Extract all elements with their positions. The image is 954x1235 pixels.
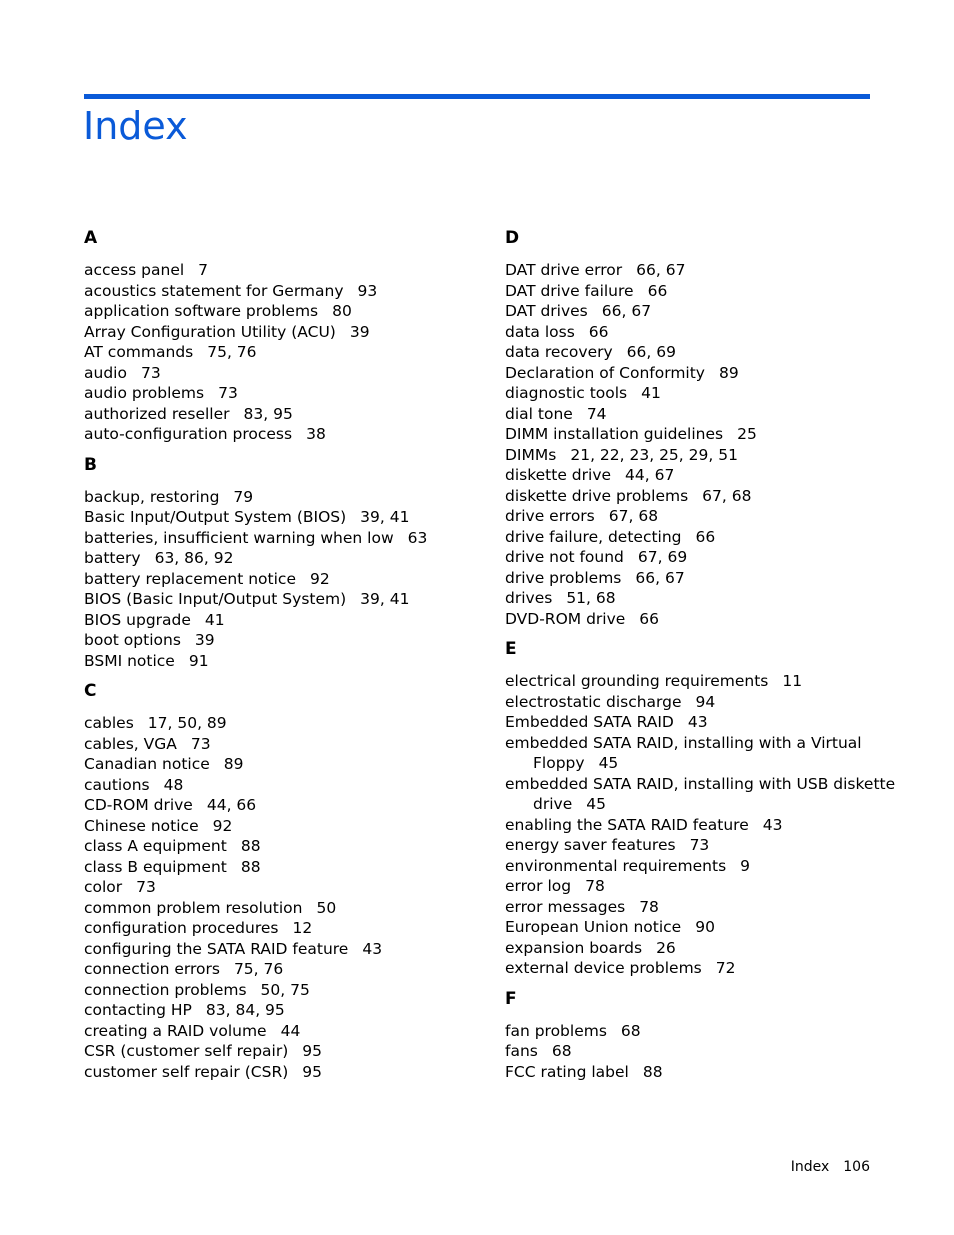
- index-term: audio: [84, 363, 127, 382]
- index-page-refs[interactable]: 80: [332, 302, 352, 320]
- index-entry: [84, 734, 484, 755]
- index-entry: [84, 980, 484, 1001]
- index-entry: [84, 569, 484, 590]
- index-term: environmental requirements: [505, 856, 727, 875]
- index-page-refs[interactable]: 41: [204, 610, 225, 629]
- index-page-refs[interactable]: 95: [302, 1062, 322, 1081]
- index-term: embedded SATA RAID, installing with a Virtual Floppy: [505, 733, 862, 772]
- section-letter: F: [505, 988, 517, 1009]
- index-entry: [84, 918, 484, 939]
- index-term: cautions: [84, 775, 150, 794]
- index-term: electrostatic discharge: [505, 692, 682, 711]
- index-page-refs[interactable]: 43: [762, 815, 783, 834]
- index-section-a: [84, 226, 484, 445]
- index-term: class A equipment: [84, 837, 227, 855]
- footer-page-number: 106: [843, 1159, 870, 1175]
- index-entry: [84, 528, 484, 549]
- index-term: authorized reseller: [84, 404, 230, 423]
- index-section-c: [84, 679, 484, 1082]
- index-term: DAT drives: [505, 302, 588, 320]
- section-letter: C: [84, 681, 97, 701]
- index-term: Array Configuration Utility (ACU): [84, 322, 336, 341]
- index-page-refs[interactable]: 66, 67: [635, 568, 685, 587]
- page-title: Index: [83, 104, 188, 148]
- index-page-refs[interactable]: 73: [190, 734, 211, 753]
- index-term: batteries, insufficient warning when low: [84, 528, 394, 547]
- index-page-refs[interactable]: 43: [362, 939, 383, 958]
- index-page-refs[interactable]: 73: [218, 384, 238, 402]
- index-page-refs[interactable]: 94: [695, 692, 716, 711]
- index-term: diagnostic tools: [505, 384, 628, 402]
- index-page-refs[interactable]: 93: [357, 281, 378, 300]
- index-term: BIOS (Basic Input/Output System): [84, 590, 347, 608]
- index-page-refs[interactable]: 44: [280, 1021, 301, 1040]
- index-entry: [505, 1041, 905, 1062]
- index-entry-list: [505, 260, 905, 629]
- index-page-refs[interactable]: 51, 68: [566, 589, 616, 607]
- index-term: Basic Input/Output System (BIOS): [84, 508, 347, 526]
- index-entry: [84, 939, 484, 960]
- index-term: AT commands: [84, 343, 194, 361]
- index-page-refs[interactable]: 66, 69: [626, 343, 676, 361]
- index-entry: [505, 835, 905, 856]
- index-entry: [84, 877, 484, 898]
- index-term: European Union notice: [505, 918, 682, 936]
- index-term: electrical grounding requirements: [505, 672, 769, 690]
- index-entry: [505, 260, 905, 281]
- index-page-refs[interactable]: 67, 68: [608, 507, 659, 525]
- index-term: fan problems: [505, 1021, 607, 1040]
- index-page-refs[interactable]: 66, 67: [636, 261, 686, 279]
- index-entry: [84, 713, 484, 734]
- index-entry: [505, 281, 905, 302]
- index-page-refs[interactable]: 73: [136, 878, 156, 896]
- index-entry: [84, 487, 484, 508]
- index-page-refs[interactable]: 78: [639, 897, 659, 916]
- index-term: error messages: [505, 897, 626, 916]
- index-entry: [84, 507, 484, 528]
- index-page-refs[interactable]: 26: [656, 938, 676, 957]
- index-term: diskette drive: [505, 466, 612, 484]
- index-page-refs[interactable]: 67, 68: [702, 486, 752, 505]
- index-page-refs[interactable]: 72: [715, 959, 736, 977]
- index-page-refs[interactable]: 92: [309, 569, 330, 588]
- index-entry: [84, 775, 484, 796]
- index-term: BIOS upgrade: [84, 610, 191, 629]
- index-entry: [84, 589, 484, 610]
- section-letter: B: [84, 454, 97, 475]
- index-entry: [84, 795, 484, 816]
- index-section-b: [84, 453, 484, 672]
- index-term: data loss: [505, 322, 575, 341]
- index-term: configuration procedures: [84, 919, 279, 937]
- index-page-refs[interactable]: 45: [586, 795, 606, 813]
- index-page-refs[interactable]: 89: [223, 755, 244, 773]
- index-page-refs[interactable]: 91: [188, 651, 209, 670]
- index-term: audio problems: [84, 384, 205, 402]
- index-entry: [84, 1062, 484, 1083]
- index-page-refs[interactable]: 63: [407, 528, 428, 547]
- index-term: Canadian notice: [84, 755, 210, 773]
- index-term: DAT drive failure: [505, 281, 634, 300]
- index-page-refs[interactable]: 92: [212, 816, 233, 835]
- index-page-refs[interactable]: 39, 41: [360, 508, 410, 526]
- index-entry: [505, 588, 905, 609]
- index-page-refs[interactable]: 12: [292, 919, 313, 937]
- index-term: class B equipment: [84, 857, 227, 876]
- index-page-refs[interactable]: 9: [740, 856, 751, 875]
- index-page-refs[interactable]: 63, 86, 92: [154, 549, 234, 567]
- index-page-refs[interactable]: 66, 67: [601, 302, 652, 320]
- footer-section: Index: [790, 1159, 830, 1175]
- index-term: data recovery: [505, 343, 613, 361]
- index-term: customer self repair (CSR): [84, 1062, 289, 1081]
- index-term: DAT drive error: [505, 261, 623, 279]
- index-entry-list: [84, 260, 484, 445]
- index-term: external device problems: [505, 959, 702, 977]
- index-entry: [84, 1041, 484, 1062]
- index-page-refs[interactable]: 48: [163, 775, 184, 794]
- index-term: drive problems: [505, 568, 622, 587]
- index-page-refs[interactable]: 75, 76: [233, 960, 284, 978]
- index-term: CSR (customer self repair): [84, 1042, 289, 1060]
- index-page-refs[interactable]: 21, 22, 23, 25, 29, 51: [570, 445, 738, 464]
- index-entry: [505, 568, 905, 589]
- index-term: CD-ROM drive: [84, 796, 193, 814]
- index-term: configuring the SATA RAID feature: [84, 939, 349, 958]
- index-page-refs[interactable]: 39: [194, 631, 215, 649]
- index-term: DIMM installation guidelines: [505, 425, 724, 443]
- section-letter: A: [84, 228, 98, 248]
- index-entry: [505, 856, 905, 877]
- section-letter: D: [505, 228, 520, 248]
- index-page-refs[interactable]: 17, 50, 89: [147, 714, 227, 732]
- index-page-refs[interactable]: 73: [689, 836, 710, 854]
- index-term: application software problems: [84, 302, 319, 320]
- index-entry: [84, 1021, 484, 1042]
- index-entry: [505, 383, 905, 404]
- section-letter: E: [505, 639, 517, 659]
- index-entry: [84, 1000, 484, 1021]
- index-entry: [505, 938, 905, 959]
- index-entry: [505, 465, 905, 486]
- index-entry: [84, 610, 484, 631]
- index-page-refs[interactable]: 83, 84, 95: [205, 1001, 285, 1019]
- index-term: drive errors: [505, 507, 595, 525]
- index-entry: [84, 857, 484, 878]
- index-entry: [84, 898, 484, 919]
- index-entry: [505, 958, 905, 979]
- index-entry: [84, 363, 484, 384]
- index-entry: [505, 363, 905, 384]
- index-page-refs[interactable]: 66: [647, 281, 668, 300]
- index-entry: [505, 671, 905, 692]
- index-entry: [505, 917, 905, 938]
- index-term: BSMI notice: [84, 651, 175, 670]
- index-entry: [505, 404, 905, 425]
- index-page-refs[interactable]: 95: [302, 1042, 322, 1060]
- index-page-refs[interactable]: 44, 67: [625, 466, 675, 484]
- index-entry: [505, 876, 905, 897]
- index-term: battery: [84, 549, 141, 567]
- index-entry: [505, 1021, 905, 1042]
- index-entry: [505, 424, 905, 445]
- index-page-refs[interactable]: 90: [695, 918, 715, 936]
- index-page-refs[interactable]: 68: [620, 1021, 641, 1040]
- index-entry: [505, 527, 905, 548]
- index-page-refs[interactable]: 38: [306, 425, 326, 443]
- index-entry: [505, 342, 905, 363]
- index-term: drives: [505, 589, 553, 607]
- index-term: Chinese notice: [84, 816, 199, 835]
- index-term: DVD-ROM drive: [505, 609, 626, 628]
- index-term: embedded SATA RAID, installing with USB diskette drive: [505, 774, 896, 813]
- index-page-refs[interactable]: 67, 69: [637, 548, 688, 566]
- index-entry: [505, 445, 905, 466]
- index-term: common problem resolution: [84, 898, 303, 917]
- index-term: access panel: [84, 261, 185, 279]
- index-page-refs[interactable]: 41: [641, 384, 661, 402]
- index-term: acoustics statement for Germany: [84, 281, 344, 300]
- index-page-refs[interactable]: 7: [198, 261, 209, 279]
- index-term: boot options: [84, 631, 181, 649]
- index-term: dial tone: [505, 404, 573, 423]
- index-term: error log: [505, 877, 572, 895]
- index-entry: [505, 733, 905, 774]
- index-entry: [84, 651, 484, 672]
- index-entry: [84, 281, 484, 302]
- index-term: connection errors: [84, 960, 220, 978]
- index-entry: [84, 260, 484, 281]
- index-page-refs[interactable]: 79: [233, 487, 254, 506]
- index-entry: [84, 836, 484, 857]
- index-page-refs[interactable]: 25: [737, 425, 757, 443]
- index-entry: [84, 630, 484, 651]
- index-entry-list: [84, 713, 484, 1082]
- index-entry: [505, 897, 905, 918]
- index-entry: [84, 301, 484, 322]
- index-page-refs[interactable]: 66: [639, 609, 660, 628]
- index-entry: [84, 322, 484, 343]
- index-page-refs[interactable]: 75, 76: [207, 343, 257, 361]
- index-term: fans: [505, 1042, 538, 1060]
- index-section-d: [505, 226, 905, 629]
- index-entry: [84, 342, 484, 363]
- index-page-refs[interactable]: 45: [598, 754, 619, 772]
- index-term: drive not found: [505, 548, 624, 566]
- index-page-refs[interactable]: 50, 75: [260, 980, 310, 999]
- page-footer: [791, 1158, 870, 1176]
- index-term: battery replacement notice: [84, 569, 296, 588]
- index-entry: [505, 712, 905, 733]
- index-page-refs[interactable]: 66: [695, 527, 716, 546]
- index-term: color: [84, 878, 123, 896]
- index-page-refs[interactable]: 78: [585, 877, 605, 895]
- title-rule: [84, 94, 870, 99]
- index-entry: [84, 754, 484, 775]
- index-term: expansion boards: [505, 938, 643, 957]
- index-entry: [84, 383, 484, 404]
- index-page-refs[interactable]: 39: [349, 322, 370, 341]
- index-page-refs[interactable]: 74: [586, 404, 607, 423]
- index-page-refs[interactable]: 88: [240, 837, 261, 855]
- index-page-refs[interactable]: 88: [642, 1062, 663, 1081]
- index-entry: [84, 404, 484, 425]
- index-entry: [505, 322, 905, 343]
- index-page-refs[interactable]: 83, 95: [243, 404, 293, 423]
- index-page-refs[interactable]: 11: [782, 672, 803, 690]
- index-section-f: [505, 987, 905, 1083]
- index-entry: [505, 774, 905, 815]
- index-entry: [505, 1062, 905, 1083]
- index-term: backup, restoring: [84, 487, 220, 506]
- index-page-refs[interactable]: 88: [240, 857, 261, 876]
- index-term: cables: [84, 714, 134, 732]
- index-entry: [84, 816, 484, 837]
- index-term: auto-configuration process: [84, 425, 293, 443]
- index-entry: [505, 609, 905, 630]
- index-term: DIMMs: [505, 445, 557, 464]
- index-entry: [84, 424, 484, 445]
- index-section-e: [505, 637, 905, 979]
- index-page-refs[interactable]: 66: [588, 322, 609, 341]
- index-term: energy saver features: [505, 836, 676, 854]
- index-page-refs[interactable]: 44, 66: [206, 796, 257, 814]
- index-column-right: [505, 222, 905, 1090]
- index-term: drive failure, detecting: [505, 527, 682, 546]
- index-entry-list: [505, 671, 905, 979]
- index-column-left: [84, 222, 484, 1090]
- index-term: contacting HP: [84, 1001, 192, 1019]
- index-term: cables, VGA: [84, 734, 177, 753]
- index-term: Declaration of Conformity: [505, 363, 705, 382]
- index-page-refs[interactable]: 73: [140, 363, 161, 382]
- index-entry-list: [84, 487, 484, 672]
- index-page-refs[interactable]: 89: [718, 363, 739, 382]
- index-entry: [84, 548, 484, 569]
- index-term: diskette drive problems: [505, 486, 689, 505]
- index-page-refs[interactable]: 43: [687, 713, 708, 731]
- index-entry: [505, 486, 905, 507]
- index-term: creating a RAID volume: [84, 1021, 267, 1040]
- index-term: Embedded SATA RAID: [505, 713, 674, 731]
- index-term: FCC rating label: [505, 1062, 629, 1081]
- index-entry: [505, 301, 905, 322]
- index-entry-list: [505, 1021, 905, 1083]
- index-page-refs[interactable]: 50: [316, 898, 337, 917]
- index-page-refs[interactable]: 68: [551, 1042, 572, 1060]
- index-entry: [505, 815, 905, 836]
- index-entry: [505, 547, 905, 568]
- index-entry: [84, 959, 484, 980]
- index-entry: [505, 692, 905, 713]
- index-page-refs[interactable]: 39, 41: [360, 590, 410, 608]
- index-term: enabling the SATA RAID feature: [505, 815, 749, 834]
- index-entry: [505, 506, 905, 527]
- index-term: connection problems: [84, 980, 247, 999]
